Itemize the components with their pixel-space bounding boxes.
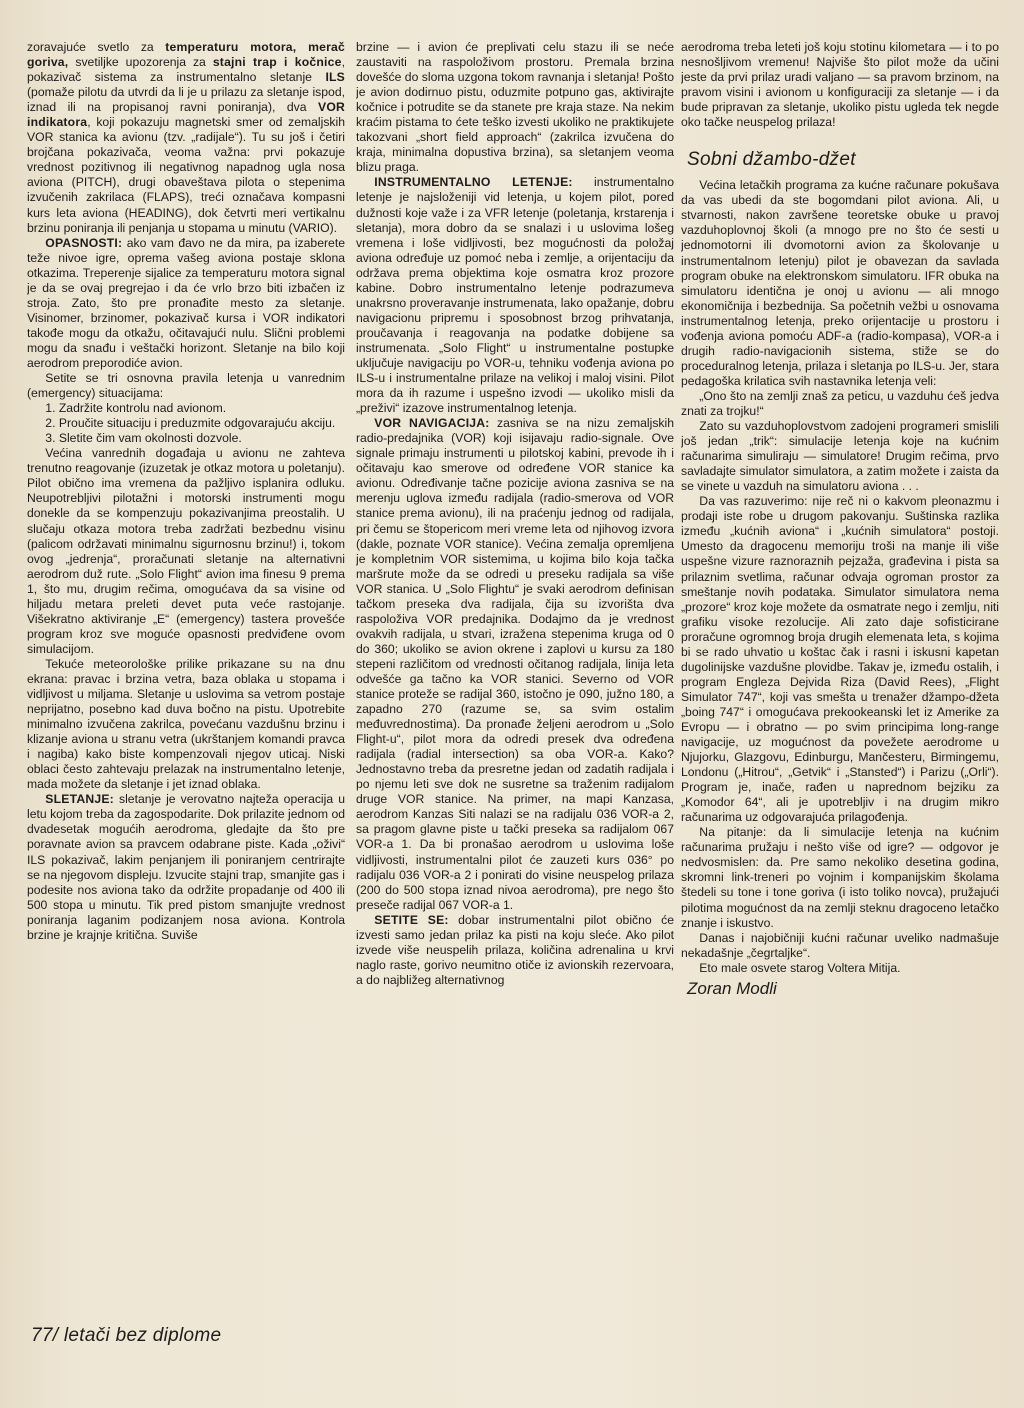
bold-run: temperaturu motora, merač goriva, [27,40,345,70]
text-run: svetiljke upozorenja za [68,55,213,70]
paragraph [356,913,674,988]
text-run: , koji pokazuju magnetski smer od zemaljskih VOR stanica ka avionu (tzv. „radijale“). Tu su još i četiri brojčana pokazivača, veoma važna: prvi pokazuje vrednost pozitivnog ili negativnog napadnog ugla nosa aviona (PITCH), drugi obaveštava pilota o stepenima izvučenih zakrilaca (FLAPS), treći označava kompasni kurs leta aviona (HEADING), dok četvrti meri vertikalnu brzinu poniranja ili penjanja u stopama u minutu (VARIO). [27,115,345,235]
bold-run: VOR NAVIGACIJA: [374,416,490,431]
paragraph [681,40,999,130]
section-title: Sobni džambo-džet [687,149,856,171]
text-run: Danas i najobičniji kućni računar uveliko nadmašuje nekadašnje „čegrtaljke“. [681,930,999,960]
text-run: „Ono što na zemlji znaš za peticu, u vazduhu ćeš jedva znati za trojku!“ [681,388,999,418]
text-run: brzine — i avion će preplivati celu stazu ili se neće zaustaviti na raspoloživom prostoru. Premala brzina dovešće do sloma uzgona tokom ravnanja i sletanja! Pošto je avion dodirnuo pistu, oduzmite potpuno gas, aktivirajte kočnice i potrudite se da stanete pre kraja staze. Na nekim kraćim pistama to ćete teško izvesti ukoliko ne praktikujete takozvani „short field approach“ (zakrilca izvučena do kraja, minimalna dopustiva brzina), sa sletanjem veoma blizu praga. [356,40,674,175]
bold-run: SLETANJE: [45,792,114,807]
paragraph [681,961,999,976]
text-run: Većina vanrednih događaja u avionu ne zahteva trenutno reagovanje (izuzetak je otkaz motora u poletanju). Pilot obično ima vremena da pažljivo isplanira odluku. Neupotrebljivi pilotažni i motorski instrumenti mogu donekle da se kompenzuju pokazivanjima preostalih. U slučaju otkaza motora treba zadržati bezbednu visinu (palicom održavati minimalnu sigurnosnu brzinu!) i, tokom ovog „jedrenja“, proračunati sletanje na alternativni aerodrom duž rute. „Solo Flight“ avion ima finesu 9 prema 1, što mu, drugim rečima, omogućava da sa visine od hiljadu metara preleti devet puta veće rastojanje. Višekratno aktiviranje „E“ (emergency) tastera provešće program kroz sve moguće opasnosti predviđene ovom simulacijom. [27,446,345,656]
bold-run: stajni trap i kočnice [212,55,342,70]
paragraph [27,446,345,657]
text-run: Da vas razuverimo: nije reč ni o kakvom pleonazmu i prodaji iste robe u drugom pakovanju. Suštinska razlika između „kućnih aviona“ i „kućnih simulatora“ postoji. Umesto da dragocenu memoriju troši na manje ili više uspešne vizure raznoraznih pejzaža, građevina i pista sa prilaznim svetlima, računar odvaja ogroman prostor za smeštanje novih podataka. Simulator simulatora nema „prozore“ kroz koje možete da osmatrate nego i zemlju, niti grafiku visoke rezolucije. Ali zato daje sofisticirane proračune ogromnog broja drugih elemenata leta, s kojima bi se rado uhvatio u koštac čak i rasni i iskusni kapetan dugolinijske vazdušne plovidbe. Takav je, između ostalih, i program Engleza Dejvida Riza (David Rees), „Flight Simulator 747“, koji vas smešta u trenažer džampo-džeta „boing 747“ i omogućava prekookeanski let iz Amerike za Evropu — i obratno — po svim principima long-range navigacije, uz mogućnost da povežete aerodrome u Njujorku, Glazgovu, Edinburgu, Mančesteru, Birmingemu, Londonu („Hitrou“, „Getvik“ i „Stansted“) i Parizu („Orli“). Program je, inače, rađen u naprednom bejziku za „Komodor 64“, ali je upotrebljiv i na drugim mikro računarima uz odgovarajuća prilagođenja. [681,494,999,825]
bold-run: VOR indikatora [27,100,345,130]
text-run: ako vam đavo ne da mira, pa izaberete teže nivoe igre, oprema vašeg aviona postaje sklona otkazima. Treperenje sijalice za temperaturu motora signal je da se ovaj pregrejao i da će vrlo brzo biti izbačen iz stroja. Zato, što pre pronađite mesto za sletanje. Visinomer, brzinomer, pokazivač kursa i VOR indikatori takođe mogu da otkažu, očitavajući nulu. Slični problemi mogu da snađu i veštački horizont. Sletanje na bilo koji aerodrom preporodiće avion. [27,235,345,370]
text-run: (pomaže pilotu da utvrdi da li je u prilazu za sletanje ispod, iznad ili na propisanoj ravni poniranja), dva [27,85,345,115]
text-run: 1. Zadržite kontrolu nad avionom. [45,401,227,416]
text-run: Setite se tri osnovna pravila letenja u vanrednim (emergency) situacijama: [27,371,345,401]
text-run: Većina letačkih programa za kućne računare pokušava da vas ubedi da ste bogomdani pilot aviona. Ali, u stvarnosti, nakon završene teoretske obuke u pravoj vazduhoplovnoj školi (a mnogo pre no što će sesti u jednomotorni ili dvomotorni avion za školovanje u instrumentalnom letenju) pilot je obavezan da savlada program obuke na elektronskom simulatoru. IFR obuka na simulatoru identična je onoj u avionu — ali mnogo ekonomičnija i bezbednija. Sa početnih vežbi u osnovama instrumentalnog letenja, preko orijentacije u prostoru i vođenja aviona pomoću ADF-a (radio-kompasa), VOR-a i drugih radio-navigacionih sistema, stiže se do proceduralnog letenja, prilaza i sletanja po ILS-u. Jer, stara pedagoška krilatica svih nastavnika letenja veli: [681,178,999,388]
text-run: Zato su vazduhoplovstvom zadojeni programeri smislili još jedan „trik“: simulacije letenja koje na kućnim računarima simuliraju — simulatore! Drugim rečima, prvo savladajte simulator simulatora, a zatim možete i zaista da se vinete u vazduh na simulatoru aviona . . . [681,419,999,494]
bold-run: INSTRUMENTALNO LETENJE: [374,175,573,190]
paragraph [681,825,999,930]
text-run: dobar instrumentalni pilot obično će izvesti samo jedan prilaz ka pisti na koju sleće. Ako pilot izvede više neuspelih prilaza, količina adrenalina u krvi naglo raste, gorivo neumitno otiče iz avionskih rezervoara, a do najbližeg alternativnog [356,912,674,987]
paragraph [356,175,674,416]
text-run: Eto male osvete starog Voltera Mitija. [699,960,901,975]
author-signature: Zoran Modli [687,978,777,998]
paragraph [27,236,345,371]
text-run: aerodroma treba leteti još koju stotinu kilometara — i to po nesnošljivom vremenu! Najviše što pilot može da učini jeste da prvi prilaz uradi valjano — sa pravom brzinom, na pravom visini i avionom u konfiguraciji za sletanje — i da bude pripravan za sletanje, ukoliko pistu ugleda tek negde oko tačke neuspelog prilaza! [681,40,999,130]
text-run: Na pitanje: da li simulacije letenja na kućnim računarima pružaju i nešto više od igre? — odgovor je nedvosmislen: da. Pre samo nekoliko desetina godina, skromni link-treneri po vojnim i kompanijskim školama štedeli su tone i tone goriva (i isto toliko novca), pružajući pilotima mogućnost da na zemlji steknu dragoceno letačko znanje i iskustvo. [681,825,999,930]
paragraph [356,40,674,175]
paragraph [356,416,674,913]
paragraph [27,371,345,401]
text-run: 2. Proučite situaciju i preduzmite odgovarajuću akciju. [45,416,336,431]
paragraph [27,401,345,416]
text-column-2 [356,40,674,1336]
paragraph [681,494,999,825]
paragraph [27,431,345,446]
paragraph [27,416,345,431]
bold-run: SETITE SE: [374,912,449,927]
text-run: 3. Sletite čim vam okolnosti dozvole. [45,431,242,446]
paragraph [681,389,999,419]
text-run: sletanje je verovatno najteža operacija u letu kojom treba da zagospodarite. Dok prilazite jednom od dvadesetak mogućih aerodroma, gledajte da što pre poravnate avion sa pravcem odabrane piste. Kada „oživi“ ILS pokazivač, lakim penjanjem ili poniranjem centrirajte se na njegovom displeju. Izvucite stajni trap, smanjite gas i podesite nos aviona tako da održite propadanje od 400 ili 500 stopa u minutu. Tik pred pistom smanjujte vrednost poniranja laganim podizanjem nosa aviona. Kontrola brzine je krajnje kritična. Suviše [27,792,345,942]
paragraph [681,931,999,961]
paragraph [27,40,345,236]
text-run: zoravajuće svetlo za [27,40,166,54]
text-run: Tekuće meteorološke prilike prikazane su na dnu ekrana: pravac i brzina vetra, baza oblaka u stopama i vidljivost u miljama. Sletanje u uslovima sa vetrom postaje neprijatno, posebno kad duva bočno na pistu. Upotrebite minimalno izvučena zakrilca, povećanu vazdušnu brzinu i klizanje aviona u stranu vetra (ukrštanjem komandi pravca i nagiba) kako biste kompenzovali njegov uticaj. Niski oblaci često zahtevaju prelazak na instrumentalno letenje, mada možete da sletanje i jet iznad oblaka. [27,656,345,792]
bold-run: OPASNOSTI: [45,235,123,250]
text-run: , pokazivač sistema za instrumentalno sletanje [27,55,345,85]
text-run: zasniva se na nizu zemaljskih radio-predajnika (VOR) koji isijavaju radio-signale. Ove signale primaju instrumenti u pilotskoj kabini, prevode ih i očitavaju kao smerove od određene VOR stanice ka avionu. Određivanje tačne pozicije aviona zasniva se na merenju uglova između radijala (radio-smerova od VOR stanice prema avionu), ili na praćenju jednog od radijala, pri čemu se štopericom meri vreme leta od njihovog izvora (dakle, poznate VOR stanice). Većina zemalja opremljena je kompletnim VOR sistemima, u kojima bilo koja tačka maršrute može da se odredi u preseku radijala sa više VOR stanica. U „Solo Flightu“ je svaki aerodrom definisan tačkom preseka dva radijala, čija su izvorišta dva raspoloživa VOR predajnika. Dodajmo da je vrednost ovakvih radijala, u stvari, izražena stepenima kruga od 0 do 360; ukoliko se avion okrene i zaplovi u kursu za 180 stepeni različitom od vrednosti očitanog radijala, linija leta odvešće ga tačno ka VOR stanici. Severno od VOR stanice proteže se radijal 360, istočno je 090, južno 180, a zapadno 270 (razume se, sa svim ostalim međuvrednostima). Da pronađe željeni aerodrom u „Solo Flight-u“, pilot mora da odredi presek dva određena radijala (radial intersection) sa oba VOR-a. Kako? Jednostavno treba da presretne jedan od zadatih radijala i po njemu leti sve dok ne susretne sa traženim radijalom druge VOR stanice. Na primer, na mapi Kanzasa, aerodrom Kanzas Siti nalazi se na radijalu 036 VOR-a 2, sa pragom glavne piste u tački preseka sa radijalom 067 VOR-a 1. Da bi pronašao aerodrom u uslovima loše vidljivosti, instrumentalni pilot će zauzeti kurs 036° po radijalu 036 VOR-a 2 i ponirati do visine neuspelog prilaza (200 do 500 stopa iznad nivoa aerodroma), pre nego što preseče radijal 067 VOR-a 1. [356,416,674,912]
paragraph [681,419,999,494]
text-column-3 [681,40,999,1336]
text-run: instrumentalno letenje je najsloženiji vid letenja, u kojem pilot, pored dužnosti koje važe i za VFR letenje (poletanja, krstarenja i sletanja), mora dobro da se snalazi i u uslovima lošeg vremena i loše vidljivosti, bez mogućnosti da položaj aviona određuje uz pomoć neba i zemlje, a orijentaciju da održava prema objektima koje osmatra kroz prozore kabine. Dobro instrumentalno letenje podrazumeva unakrsno proveravanje instrumenata, lako opažanje, dobru navigacionu pripremu i sposobnost brzog prihvatanja, proučavanja i reagovanja na podatke dobijene sa instrumenata. „Solo Flight“ u instrumentalne postupke uključuje navigaciju po VOR-u, tehniku vođenja aviona po ILS-u i instrumentalne prilaze na velikoj i maloj visini. Pilot mora da ih razume i uspešno izvodi — ukoliko misli da „preživi“ izazove instrumentalnog letenja. [356,175,674,416]
paragraph [681,178,999,389]
page-folio: 77/ letači bez diplome [31,1325,222,1346]
paragraph [27,792,345,942]
text-column-1 [27,40,345,1336]
paragraph [27,657,345,792]
bold-run: ILS [325,70,345,85]
